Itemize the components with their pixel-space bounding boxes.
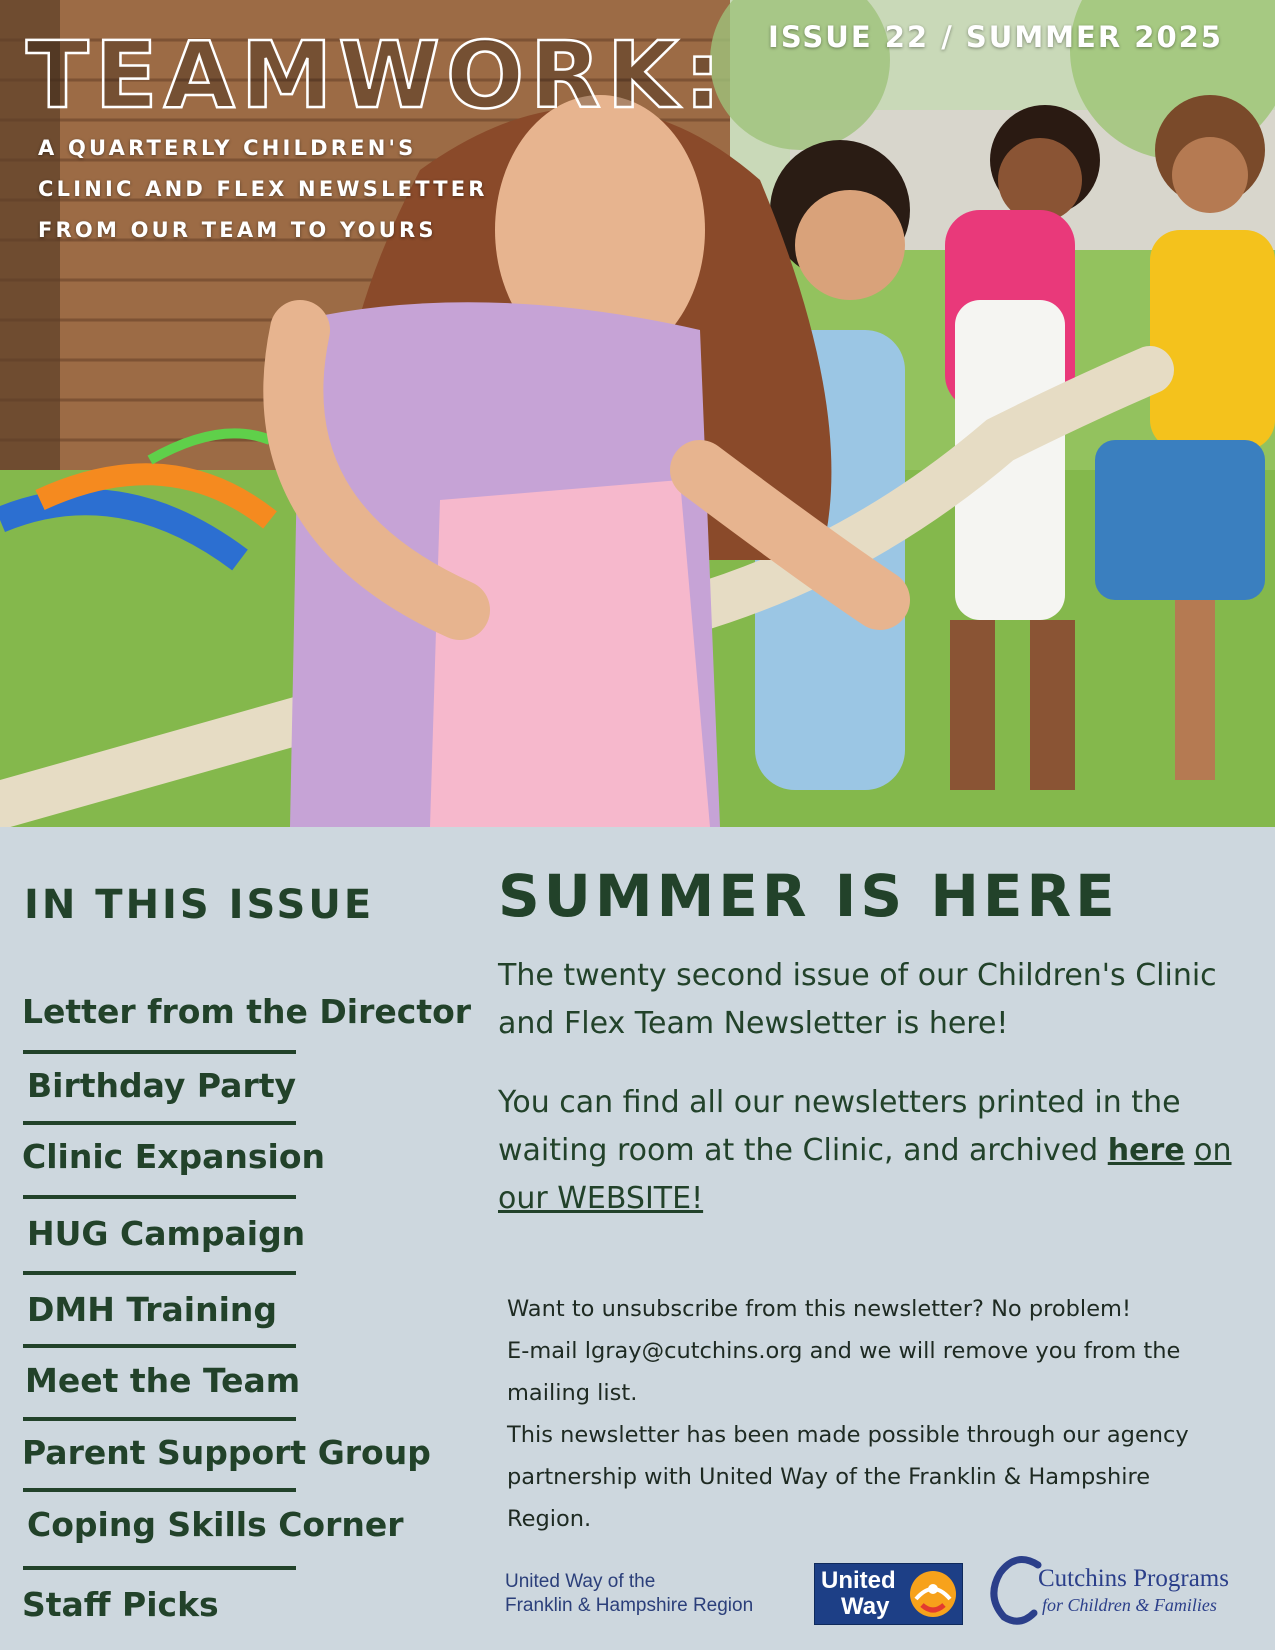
toc-divider bbox=[23, 1050, 296, 1054]
toc-divider bbox=[23, 1271, 296, 1275]
toc-item-birthday-party[interactable]: Birthday Party bbox=[27, 1066, 297, 1105]
here-link[interactable]: here bbox=[1107, 1133, 1185, 1168]
note-line: partnership with United Way of the Franklin & Hampshire bbox=[507, 1464, 1151, 1490]
article-paragraph-archive bbox=[498, 1079, 1268, 1223]
toc-item-hug-campaign[interactable]: HUG Campaign bbox=[27, 1214, 306, 1253]
toc-item-meet-the-team[interactable]: Meet the Team bbox=[25, 1361, 301, 1400]
cutchins-c-icon bbox=[986, 1555, 1046, 1627]
united-way-text-line: United Way of the bbox=[505, 1571, 656, 1592]
toc-item-staff-picks[interactable]: Staff Picks bbox=[22, 1585, 219, 1624]
unsubscribe-note bbox=[507, 1288, 1267, 1540]
note-line: This newsletter has been made possible through our agency bbox=[507, 1422, 1189, 1448]
united-way-hand-icon bbox=[908, 1569, 958, 1619]
toc-divider bbox=[23, 1417, 296, 1421]
note-line: E-mail lgray@cutchins.org and we will remove you from the bbox=[507, 1338, 1181, 1364]
issue-label: ISSUE 22 / SUMMER 2025 bbox=[768, 20, 1223, 54]
united-way-region-text bbox=[505, 1570, 753, 1618]
note-line: Region. bbox=[507, 1506, 592, 1532]
united-way-logo bbox=[814, 1563, 963, 1625]
subtitle-line: FROM OUR TEAM TO YOURS bbox=[38, 218, 437, 242]
toc-divider bbox=[23, 1121, 296, 1125]
subtitle-line: CLINIC AND FLEX NEWSLETTER bbox=[38, 177, 488, 201]
toc-item-parent-support-group[interactable]: Parent Support Group bbox=[22, 1433, 431, 1472]
toc-divider bbox=[23, 1488, 296, 1492]
united-way-logo-line: Way bbox=[841, 1593, 890, 1620]
newsletter-title: TEAMWORK: bbox=[26, 22, 727, 129]
website-link[interactable]: on our WEBSITE! bbox=[498, 1133, 1232, 1216]
toc-item-letter-from-director[interactable]: Letter from the Director bbox=[22, 992, 472, 1031]
cutchins-logo bbox=[986, 1555, 1266, 1627]
article-heading: SUMMER IS HERE bbox=[498, 862, 1119, 930]
toc-item-dmh-training[interactable]: DMH Training bbox=[27, 1290, 277, 1329]
toc-divider bbox=[23, 1195, 296, 1199]
toc-item-coping-skills-corner[interactable]: Coping Skills Corner bbox=[27, 1505, 404, 1544]
toc-heading: IN THIS ISSUE bbox=[24, 882, 375, 928]
united-way-text-line: Franklin & Hampshire Region bbox=[505, 1595, 754, 1616]
cutchins-tagline: for Children & Families bbox=[1042, 1595, 1217, 1615]
toc-item-clinic-expansion[interactable]: Clinic Expansion bbox=[22, 1137, 326, 1176]
note-line: mailing list. bbox=[507, 1380, 638, 1406]
article-paragraph-intro: The twenty second issue of our Children's Clinic and Flex Team Newsletter is here! bbox=[498, 958, 1217, 1041]
newsletter-subtitle bbox=[38, 128, 558, 251]
note-line: Want to unsubscribe from this newsletter? No problem! bbox=[507, 1296, 1131, 1322]
subtitle-line: A QUARTERLY CHILDREN'S bbox=[38, 136, 417, 160]
toc-divider bbox=[23, 1566, 296, 1570]
toc-divider bbox=[23, 1344, 296, 1348]
archive-text: You can find all our newsletters printed in the waiting room at the Clinic, and archived bbox=[498, 1085, 1181, 1168]
cutchins-name: Cutchins Programs bbox=[1038, 1565, 1229, 1592]
united-way-logo-line: United bbox=[821, 1567, 896, 1594]
